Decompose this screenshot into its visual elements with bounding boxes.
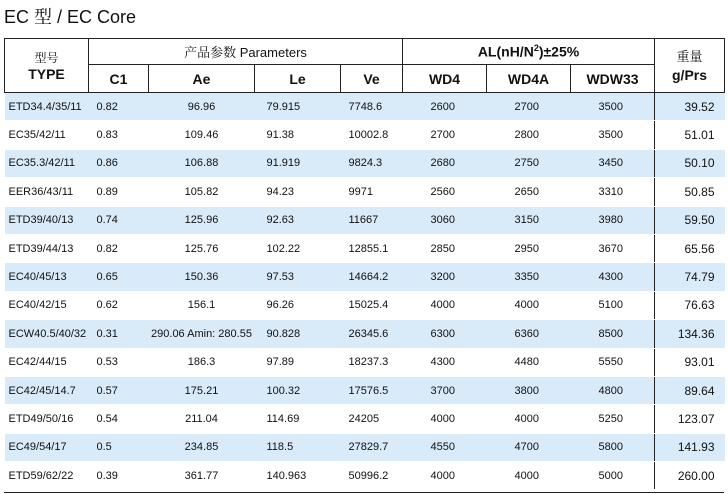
cell-weight: 89.64 bbox=[655, 376, 725, 404]
cell-wd4: 4000 bbox=[403, 291, 487, 319]
cell-weight: 59.50 bbox=[655, 206, 725, 234]
cell-wdw33: 5800 bbox=[571, 433, 655, 461]
cell-le: 94.23 bbox=[255, 178, 341, 206]
cell-wd4a: 4000 bbox=[487, 462, 571, 490]
table-row bbox=[5, 320, 725, 348]
cell-c1: 0.86 bbox=[89, 149, 149, 177]
cell-wd4a: 4700 bbox=[487, 433, 571, 461]
cell-type: EC35.3/42/11 bbox=[5, 149, 89, 177]
cell-type: EC49/54/17 bbox=[5, 433, 89, 461]
al-label-sup: 2 bbox=[533, 43, 539, 54]
cell-wd4a: 2700 bbox=[487, 93, 571, 121]
cell-type: ETD49/50/16 bbox=[5, 405, 89, 433]
cell-c1: 0.57 bbox=[89, 376, 149, 404]
table-row bbox=[5, 291, 725, 319]
cell-ae: 175.21 bbox=[149, 376, 255, 404]
cell-ae: 96.96 bbox=[149, 93, 255, 121]
al-label-prefix: AL(nH/N bbox=[477, 43, 534, 60]
cell-c1: 0.89 bbox=[89, 178, 149, 206]
cell-ve: 12855.1 bbox=[341, 234, 403, 262]
cell-wd4: 2680 bbox=[403, 149, 487, 177]
table-row bbox=[5, 178, 725, 206]
cell-wdw33: 3980 bbox=[571, 206, 655, 234]
cell-c1: 0.31 bbox=[89, 320, 149, 348]
cell-le: 92.63 bbox=[255, 206, 341, 234]
cell-wd4: 6300 bbox=[403, 320, 487, 348]
type-header-en: TYPE bbox=[28, 65, 65, 82]
table-header bbox=[5, 39, 725, 93]
cell-wd4a: 4480 bbox=[487, 348, 571, 376]
table-row bbox=[5, 263, 725, 291]
cell-wdw33: 5000 bbox=[571, 462, 655, 490]
weight-header bbox=[655, 39, 725, 93]
cell-type: ETD34.4/35/11 bbox=[5, 93, 89, 121]
cell-ae: 361.77 bbox=[149, 462, 255, 490]
cell-ve: 7748.6 bbox=[341, 93, 403, 121]
cell-weight: 65.56 bbox=[655, 234, 725, 262]
cell-weight: 50.85 bbox=[655, 178, 725, 206]
cell-c1: 0.83 bbox=[89, 121, 149, 149]
cell-wd4: 2560 bbox=[403, 178, 487, 206]
cell-weight: 123.07 bbox=[655, 405, 725, 433]
cell-le: 90.828 bbox=[255, 320, 341, 348]
cell-wd4a: 2650 bbox=[487, 178, 571, 206]
table-row bbox=[5, 93, 725, 121]
cell-ve: 9824.3 bbox=[341, 149, 403, 177]
col-header-wd4: WD4 bbox=[403, 65, 487, 93]
cell-weight: 141.93 bbox=[655, 433, 725, 461]
page-title: EC 型 / EC Core bbox=[4, 7, 137, 27]
cell-c1: 0.62 bbox=[89, 291, 149, 319]
table-row bbox=[5, 348, 725, 376]
cell-le: 91.38 bbox=[255, 121, 341, 149]
parameters-group-header: 产品参数 Parameters bbox=[89, 39, 403, 65]
type-header bbox=[5, 39, 89, 93]
cell-wd4a: 3350 bbox=[487, 263, 571, 291]
cell-ve: 11667 bbox=[341, 206, 403, 234]
cell-ve: 14664.2 bbox=[341, 263, 403, 291]
cell-ve: 15025.4 bbox=[341, 291, 403, 319]
cell-weight: 74.79 bbox=[655, 263, 725, 291]
cell-c1: 0.53 bbox=[89, 348, 149, 376]
table-row bbox=[5, 234, 725, 262]
cell-type: EC35/42/11 bbox=[5, 121, 89, 149]
cell-wdw33: 4300 bbox=[571, 263, 655, 291]
col-header-c1: C1 bbox=[89, 65, 149, 93]
cell-ae: 234.85 bbox=[149, 433, 255, 461]
cell-wdw33: 3500 bbox=[571, 93, 655, 121]
cell-le: 97.89 bbox=[255, 348, 341, 376]
cell-wdw33: 3670 bbox=[571, 234, 655, 262]
cell-le: 118.5 bbox=[255, 433, 341, 461]
col-header-ae: Ae bbox=[149, 65, 255, 93]
cell-ve: 10002.8 bbox=[341, 121, 403, 149]
cell-wd4: 4000 bbox=[403, 405, 487, 433]
cell-c1: 0.74 bbox=[89, 206, 149, 234]
cell-ae: 106.88 bbox=[149, 149, 255, 177]
col-header-wd4a: WD4A bbox=[487, 65, 571, 93]
weight-header-en: g/Prs bbox=[672, 66, 708, 83]
table-row bbox=[5, 121, 725, 149]
cell-wd4a: 2750 bbox=[487, 149, 571, 177]
cell-weight: 39.52 bbox=[655, 93, 725, 121]
cell-wd4a: 3800 bbox=[487, 376, 571, 404]
cell-wd4: 2700 bbox=[403, 121, 487, 149]
cell-ae: 125.96 bbox=[149, 206, 255, 234]
cell-le: 102.22 bbox=[255, 234, 341, 262]
cell-type: ETD39/44/13 bbox=[5, 234, 89, 262]
cell-ve: 17576.5 bbox=[341, 376, 403, 404]
cell-type: EC42/45/14.7 bbox=[5, 376, 89, 404]
cell-c1: 0.5 bbox=[89, 433, 149, 461]
cell-c1: 0.39 bbox=[89, 462, 149, 490]
cell-ae: 211.04 bbox=[149, 405, 255, 433]
cell-wdw33: 3450 bbox=[571, 149, 655, 177]
cell-wd4: 4300 bbox=[403, 348, 487, 376]
col-header-ve: Ve bbox=[341, 65, 403, 93]
cell-wdw33: 3500 bbox=[571, 121, 655, 149]
cell-c1: 0.54 bbox=[89, 405, 149, 433]
cell-wdw33: 5100 bbox=[571, 291, 655, 319]
cell-ae: 156.1 bbox=[149, 291, 255, 319]
al-label-suffix: )±25% bbox=[538, 43, 580, 60]
cell-le: 100.32 bbox=[255, 376, 341, 404]
cell-type: EC42/44/15 bbox=[5, 348, 89, 376]
cell-weight: 93.01 bbox=[655, 348, 725, 376]
cell-wdw33: 3310 bbox=[571, 178, 655, 206]
cell-weight: 51.01 bbox=[655, 121, 725, 149]
cell-wd4: 3060 bbox=[403, 206, 487, 234]
cell-type: ECW40.5/40/32 bbox=[5, 320, 89, 348]
cell-le: 97.53 bbox=[255, 263, 341, 291]
cell-wdw33: 4800 bbox=[571, 376, 655, 404]
cell-ve: 27829.7 bbox=[341, 433, 403, 461]
cell-wd4a: 3150 bbox=[487, 206, 571, 234]
cell-type: EC40/42/15 bbox=[5, 291, 89, 319]
cell-type: ETD59/62/22 bbox=[5, 462, 89, 490]
cell-c1: 0.82 bbox=[89, 93, 149, 121]
al-group-header bbox=[403, 39, 655, 65]
cell-ae: 109.46 bbox=[149, 121, 255, 149]
cell-wdw33: 8500 bbox=[571, 320, 655, 348]
table-bottom-rule bbox=[4, 492, 724, 493]
table-row bbox=[5, 206, 725, 234]
cell-wd4: 4000 bbox=[403, 462, 487, 490]
cell-wd4a: 2950 bbox=[487, 234, 571, 262]
cell-type: ETD39/40/13 bbox=[5, 206, 89, 234]
cell-c1: 0.65 bbox=[89, 263, 149, 291]
cell-ae: 186.3 bbox=[149, 348, 255, 376]
cell-wd4: 3200 bbox=[403, 263, 487, 291]
table-row bbox=[5, 149, 725, 177]
cell-ve: 24205 bbox=[341, 405, 403, 433]
cell-ae: 290.06 Amin: 280.55 bbox=[149, 320, 255, 348]
cell-wd4a: 2800 bbox=[487, 121, 571, 149]
ec-core-spec-table bbox=[4, 38, 725, 490]
cell-ae: 105.82 bbox=[149, 178, 255, 206]
cell-wd4: 2600 bbox=[403, 93, 487, 121]
cell-wd4: 4550 bbox=[403, 433, 487, 461]
cell-weight: 260.00 bbox=[655, 462, 725, 490]
weight-header-cn: 重量 bbox=[676, 48, 703, 64]
cell-wd4a: 6360 bbox=[487, 320, 571, 348]
table-row bbox=[5, 462, 725, 490]
table-row bbox=[5, 376, 725, 404]
col-header-le: Le bbox=[255, 65, 341, 93]
cell-wdw33: 5250 bbox=[571, 405, 655, 433]
cell-le: 114.69 bbox=[255, 405, 341, 433]
cell-ve: 18237.3 bbox=[341, 348, 403, 376]
cell-weight: 76.63 bbox=[655, 291, 725, 319]
cell-c1: 0.82 bbox=[89, 234, 149, 262]
cell-le: 96.26 bbox=[255, 291, 341, 319]
cell-ve: 26345.6 bbox=[341, 320, 403, 348]
cell-weight: 134.36 bbox=[655, 320, 725, 348]
table-row bbox=[5, 433, 725, 461]
cell-wd4a: 4000 bbox=[487, 405, 571, 433]
cell-ve: 50996.2 bbox=[341, 462, 403, 490]
cell-le: 140.963 bbox=[255, 462, 341, 490]
col-header-wdw33: WDW33 bbox=[571, 65, 655, 93]
cell-wdw33: 5550 bbox=[571, 348, 655, 376]
table-body bbox=[5, 93, 725, 490]
cell-type: EC40/45/13 bbox=[5, 263, 89, 291]
cell-wd4a: 4000 bbox=[487, 291, 571, 319]
table-row bbox=[5, 405, 725, 433]
cell-ve: 9971 bbox=[341, 178, 403, 206]
cell-type: EER36/43/11 bbox=[5, 178, 89, 206]
cell-le: 79.915 bbox=[255, 93, 341, 121]
cell-wd4: 2850 bbox=[403, 234, 487, 262]
cell-ae: 125.76 bbox=[149, 234, 255, 262]
cell-wd4: 3700 bbox=[403, 376, 487, 404]
cell-ae: 150.36 bbox=[149, 263, 255, 291]
cell-le: 91.919 bbox=[255, 149, 341, 177]
type-header-cn: 型号 bbox=[34, 50, 59, 65]
cell-weight: 50.10 bbox=[655, 149, 725, 177]
